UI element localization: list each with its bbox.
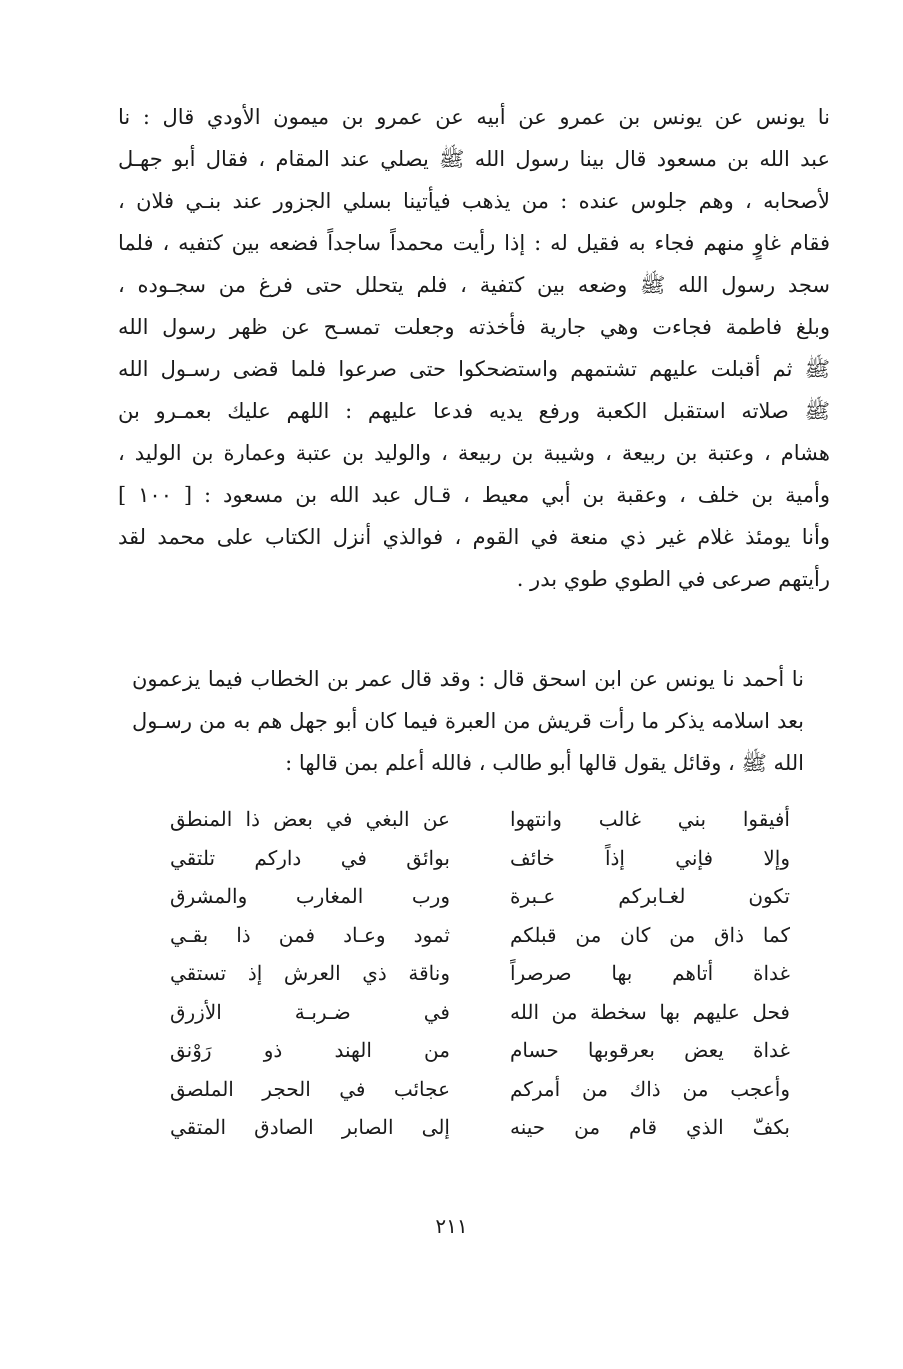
text-line: عبد الله بن مسعود قال بينا رسول الله ﷺ يصلي عند المقام ، فقال أبو جهـل: [118, 147, 830, 171]
text-line: ﷺ ثم أقبلت عليهم تشتمهم واستضحكوا حتى صرعوا فلما قضى رسـول الله: [118, 357, 830, 381]
poem-hemistich: عجائب في الحجر الملصق: [170, 1076, 450, 1101]
text-line: وأنا يومئذ غلام غير ذي منعة في القوم ، فوالذي أنزل الكتاب على محمد لقد: [118, 525, 830, 549]
text-line: الله ﷺ ، وقائل يقول قالها أبو طالب ، فالله أعلم بمن قالها :: [285, 751, 804, 775]
hadith-paragraph: [118, 96, 830, 600]
text-line: ﷺ صلاته استقبل الكعبة ورفع يديه فدعا عليهم : اللهم عليك بعمـرو بن: [118, 399, 830, 423]
poem-hemistich: في ضـربـة الأزرق: [170, 999, 450, 1024]
poem-hemistich: وأعجب من ذاك من أمركم: [510, 1076, 790, 1101]
poem-hemistich: تكون لغـابركم عـبرة: [510, 884, 790, 908]
poem-hemistich: كما ذاق من كان من قبلكم: [510, 922, 790, 947]
poem: [170, 800, 790, 1190]
poem-hemistich: إلى الصابر الصادق المتقي: [170, 1115, 450, 1139]
poem-second-hemistichs: [170, 800, 450, 1147]
text-line: نا يونس عن يونس بن عمرو عن أبيه عن عمرو بن ميمون الأودي قال : نا: [118, 105, 830, 129]
text-line: وبلغ فاطمة فجاءت وهي جارية فأخذته وجعلت تمسـح عن ظهر رسول الله: [118, 315, 830, 339]
text-line: لأصحابه ، وهم جلوس عنده : من يذهب فيأتينا بسلي الجزور عند بنـي فلان ،: [118, 189, 830, 213]
text-line: نا أحمد نا يونس عن ابن اسحق قال : وقد قال عمر بن الخطاب فيما يزعمون: [132, 667, 804, 691]
text-line: فقام غاوٍ منهم فجاء به فقيل له : إذا رأيت محمداً ساجداً فضعه بين كتفيه ، فلما: [118, 231, 830, 255]
poem-hemistich: ثمود وعـاد فمن ذا بقـي: [170, 922, 450, 947]
poem-hemistich: من الهند ذو رَوْنق: [170, 1038, 450, 1062]
poem-hemistich: عن البغي في بعض ذا المنطق: [170, 807, 450, 831]
poem-hemistich: غداة يعض بعرقوبها حسام: [510, 1038, 790, 1062]
poem-hemistich: بوائق في داركم تلتقي: [170, 845, 450, 870]
text-line: هشام ، وعتبة بن ربيعة ، وشيبة بن ربيعة ، والوليد بن عتبة وعمارة بن الوليد ،: [118, 441, 830, 465]
poem-hemistich: غداة أتاهم بها صرصراً: [510, 961, 790, 985]
poem-hemistich: بكفّ الذي قام من حينه: [510, 1115, 790, 1139]
poem-hemistich: فحل عليهم بها سخطة من الله: [510, 999, 790, 1024]
page-number: ٢١١: [435, 1214, 468, 1238]
poem-hemistich: أفيقوا بني غالب وانتهوا: [510, 807, 790, 831]
poem-hemistich: ورب المغارب والمشرق: [170, 884, 450, 908]
poem-hemistich: وإلا فإني إذاً خائف: [510, 845, 790, 870]
text-line: وأمية بن خلف ، وعقبة بن أبي معيط ، قـال عبد الله بن مسعود : [ ١٠٠ ]: [118, 483, 830, 507]
poem-first-hemistichs: [510, 800, 790, 1147]
poem-hemistich: وناقة ذي العرش إذ تستقي: [170, 961, 450, 985]
narration-paragraph: [132, 658, 804, 784]
text-line: بعد اسلامه يذكر ما رأت قريش من العبرة فيما كان أبو جهل هم به من رسـول: [132, 709, 804, 733]
text-line: سجد رسول الله ﷺ وضعه بين كتفية ، فلم يتحلل حتى فرغ من سجـوده ،: [118, 273, 830, 297]
text-line: رأيتهم صرعى في الطوي طوي بدر .: [516, 567, 830, 591]
